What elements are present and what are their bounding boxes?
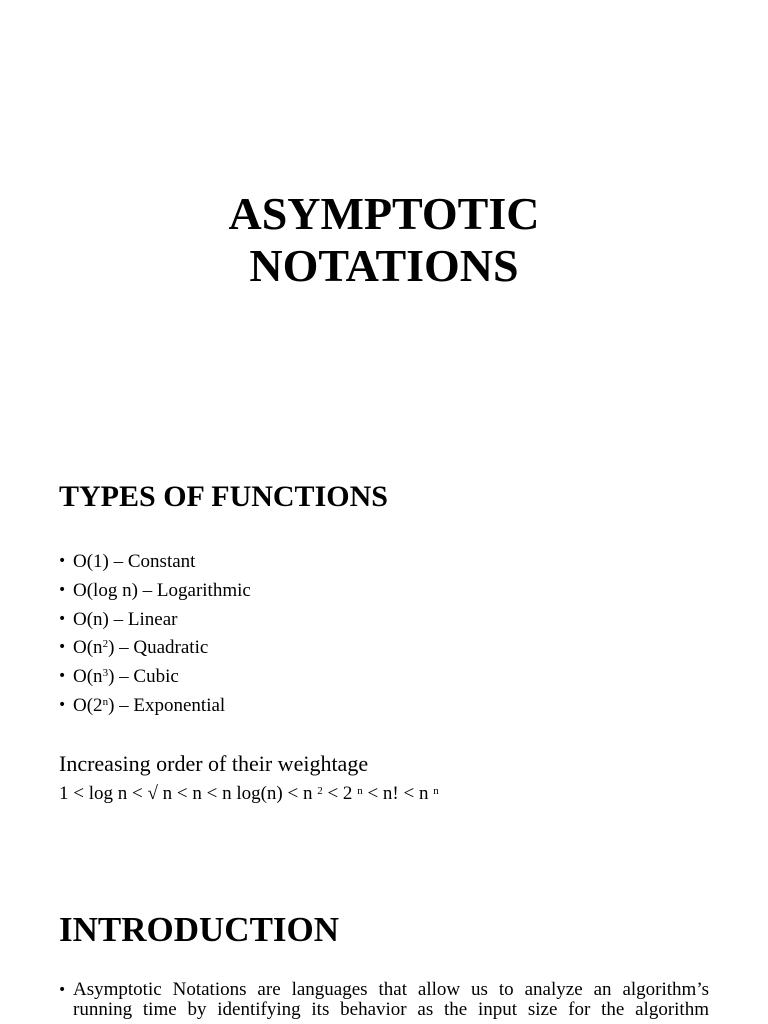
bullet-icon: • xyxy=(58,639,67,656)
item-superscript: 2 xyxy=(102,638,109,651)
bullet-icon: • xyxy=(58,982,67,998)
intro-paragraph: Asymptotic Notations are languages that allow us to analyze an algorithm’s running time by identifying its behavior as the input size for the algorithm xyxy=(73,979,709,1020)
order-expression xyxy=(59,782,439,806)
function-list xyxy=(58,548,251,721)
order-superscript-1: 2 xyxy=(317,785,323,797)
list-item xyxy=(58,692,251,721)
item-text: O(log n) – Logarithmic xyxy=(73,579,251,601)
title-line-2: NOTATIONS xyxy=(249,240,519,291)
title-line-1: ASYMPTOTIC xyxy=(228,188,540,239)
list-item xyxy=(58,577,251,606)
list-item xyxy=(58,634,251,663)
list-item xyxy=(58,606,251,635)
item-text-tail: ) – Exponential xyxy=(108,694,226,716)
order-part-3: < n! < n xyxy=(362,783,434,804)
item-text: O(n) – Linear xyxy=(73,608,178,630)
bullet-icon: • xyxy=(58,696,67,713)
order-part-1: 1 < log n < √ n < n < n log(n) < n xyxy=(59,783,318,804)
bullet-icon: • xyxy=(58,581,67,598)
bullet-icon: • xyxy=(58,668,67,685)
item-superscript: n xyxy=(102,695,109,708)
item-superscript: 3 xyxy=(102,667,109,680)
order-label: Increasing order of their weightage xyxy=(59,751,369,776)
slide-title xyxy=(0,188,768,292)
intro-heading: INTRODUCTION xyxy=(59,910,340,949)
item-text: O(n xyxy=(73,666,103,688)
types-slide xyxy=(0,430,768,860)
item-text-tail: ) – Quadratic xyxy=(108,637,209,659)
item-text: O(n xyxy=(73,637,103,659)
title-slide xyxy=(0,0,768,430)
intro-bullet-item xyxy=(58,980,709,1020)
list-item xyxy=(58,663,251,692)
bullet-icon: • xyxy=(58,553,67,569)
bullet-icon: • xyxy=(58,610,67,627)
types-heading: TYPES OF FUNCTIONS xyxy=(59,480,388,513)
order-part-2: < 2 xyxy=(322,783,358,804)
item-text: O(2 xyxy=(73,694,103,716)
item-text-tail: ) – Cubic xyxy=(108,666,179,688)
list-item xyxy=(58,548,251,577)
order-superscript-2: n xyxy=(357,785,363,797)
item-text: O(1) – Constant xyxy=(73,551,196,572)
order-superscript-3: n xyxy=(433,785,439,797)
intro-slide xyxy=(0,860,768,1024)
